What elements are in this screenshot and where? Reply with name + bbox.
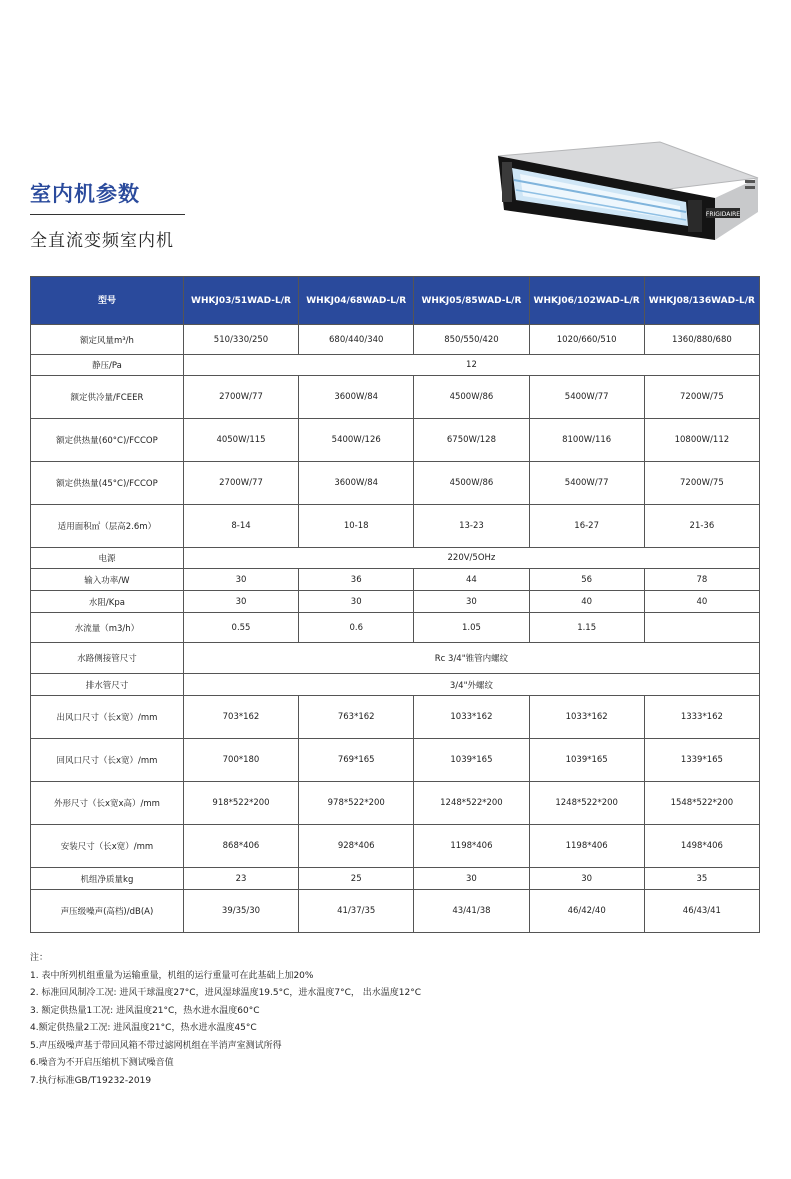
table-cell: 1033*162 [529, 696, 644, 739]
table-cell: 1248*522*200 [414, 782, 529, 825]
table-cell: 56 [529, 569, 644, 591]
table-cell: 1033*162 [414, 696, 529, 739]
table-cell: 2700W/77 [183, 462, 298, 505]
row-label: 额定供冷量/FCEER [31, 376, 184, 419]
note-item: 2. 标准回风制冷工况: 进风干球温度27°C，进风湿球温度19.5°C，进水温度7°C， 出水温度12°C [30, 988, 422, 998]
table-cell: 1.15 [529, 613, 644, 643]
table-cell: 1248*522*200 [529, 782, 644, 825]
table-cell: 769*165 [299, 739, 414, 782]
table-row [31, 355, 760, 376]
row-label: 水阻/Kpa [31, 591, 184, 613]
table-cell: 1039*165 [529, 739, 644, 782]
table-cell-merged: Rc 3/4"锥管内螺纹 [183, 643, 759, 674]
spec-table [30, 276, 760, 933]
note-item: 4.额定供热量2工况: 进风温度21°C，热水进水温度45°C [30, 1023, 257, 1033]
table-cell: 8100W/116 [529, 419, 644, 462]
table-cell: 8-14 [183, 505, 298, 548]
table-row [31, 890, 760, 933]
header-model: WHKJ04/68WAD-L/R [299, 277, 414, 325]
table-cell: 6750W/128 [414, 419, 529, 462]
table-row [31, 376, 760, 419]
table-cell: 1020/660/510 [529, 325, 644, 355]
table-cell-merged: 220V/5OHz [183, 548, 759, 569]
title-divider [30, 214, 185, 215]
row-label: 排水管尺寸 [31, 674, 184, 696]
row-label: 输入功率/W [31, 569, 184, 591]
table-cell: 36 [299, 569, 414, 591]
table-cell: 35 [644, 868, 759, 890]
row-label: 水流量（m3/h） [31, 613, 184, 643]
table-row [31, 462, 760, 505]
table-cell: 30 [414, 591, 529, 613]
table-cell: 78 [644, 569, 759, 591]
table-cell: 7200W/75 [644, 376, 759, 419]
header-model-label: 型号 [31, 277, 184, 325]
table-cell: 16-27 [529, 505, 644, 548]
table-cell: 46/42/40 [529, 890, 644, 933]
table-cell: 850/550/420 [414, 325, 529, 355]
table-cell: 4500W/86 [414, 462, 529, 505]
table-cell: 868*406 [183, 825, 298, 868]
table-row [31, 739, 760, 782]
row-label: 机组净质量kg [31, 868, 184, 890]
table-cell: 41/37/35 [299, 890, 414, 933]
row-label: 回风口尺寸（长x宽）/mm [31, 739, 184, 782]
note-item: 5.声压级噪声基于带回风箱不带过滤网机组在半消声室测试所得 [30, 1040, 282, 1051]
table-cell: 40 [529, 591, 644, 613]
notes [30, 950, 421, 1090]
row-label: 电源 [31, 548, 184, 569]
table-cell [644, 613, 759, 643]
row-label: 水路侧接管尺寸 [31, 643, 184, 674]
table-cell: 2700W/77 [183, 376, 298, 419]
table-cell: 5400W/77 [529, 462, 644, 505]
table-cell: 918*522*200 [183, 782, 298, 825]
table-cell: 3600W/84 [299, 462, 414, 505]
table-row [31, 643, 760, 674]
row-label: 声压级噪声(高档)/dB(A) [31, 890, 184, 933]
table-cell: 978*522*200 [299, 782, 414, 825]
row-label: 额定风量m³/h [31, 325, 184, 355]
table-cell: 0.6 [299, 613, 414, 643]
table-cell: 928*406 [299, 825, 414, 868]
table-row [31, 505, 760, 548]
table-row [31, 569, 760, 591]
table-row [31, 419, 760, 462]
table-cell: 1198*406 [529, 825, 644, 868]
note-item: 6.噪音为不开启压缩机下测试噪音值 [30, 1058, 174, 1068]
table-cell: 1.05 [414, 613, 529, 643]
table-cell: 30 [414, 868, 529, 890]
page-subtitle: 全直流变频室内机 [30, 231, 174, 251]
table-row [31, 782, 760, 825]
notes-heading: 注： [30, 953, 49, 963]
table-cell: 1339*165 [644, 739, 759, 782]
note-item: 1. 表中所列机组重量为运输重量，机组的运行重量可在此基础上加20% [30, 970, 314, 981]
table-row [31, 591, 760, 613]
table-cell: 680/440/340 [299, 325, 414, 355]
header-model: WHKJ03/51WAD-L/R [183, 277, 298, 325]
table-cell-merged: 3/4"外螺纹 [183, 674, 759, 696]
row-label: 外形尺寸（长x宽x高）/mm [31, 782, 184, 825]
table-cell: 23 [183, 868, 298, 890]
table-cell: 46/43/41 [644, 890, 759, 933]
table-row [31, 868, 760, 890]
table-row [31, 696, 760, 739]
header-model: WHKJ05/85WAD-L/R [414, 277, 529, 325]
table-cell: 1498*406 [644, 825, 759, 868]
table-row [31, 548, 760, 569]
header-model: WHKJ08/136WAD-L/R [644, 277, 759, 325]
note-item: 7.执行标准GB/T19232-2019 [30, 1075, 152, 1086]
table-cell: 4500W/86 [414, 376, 529, 419]
table-cell-merged: 12 [183, 355, 759, 376]
table-cell: 30 [299, 591, 414, 613]
table-cell: 39/35/30 [183, 890, 298, 933]
table-cell: 13-23 [414, 505, 529, 548]
table-cell: 43/41/38 [414, 890, 529, 933]
table-cell: 763*162 [299, 696, 414, 739]
table-cell: 30 [183, 591, 298, 613]
row-label: 额定供热量(45°C)/FCCOP [31, 462, 184, 505]
table-cell: 5400W/77 [529, 376, 644, 419]
row-label: 适用面积㎡（层高2.6m） [31, 505, 184, 548]
table-cell: 40 [644, 591, 759, 613]
table-header-row [31, 277, 760, 325]
row-label: 静压/Pa [31, 355, 184, 376]
table-cell: 1548*522*200 [644, 782, 759, 825]
table-cell: 1360/880/680 [644, 325, 759, 355]
table-cell: 703*162 [183, 696, 298, 739]
table-cell: 10800W/112 [644, 419, 759, 462]
table-cell: 10-18 [299, 505, 414, 548]
table-cell: 4050W/115 [183, 419, 298, 462]
table-row [31, 674, 760, 696]
table-cell: 44 [414, 569, 529, 591]
table-cell: 30 [529, 868, 644, 890]
table-row [31, 825, 760, 868]
page-title: 室内机参数 [30, 182, 140, 206]
row-label: 出风口尺寸（长x宽）/mm [31, 696, 184, 739]
table-cell: 700*180 [183, 739, 298, 782]
table-cell: 21-36 [644, 505, 759, 548]
row-label: 额定供热量(60°C)/FCCOP [31, 419, 184, 462]
table-cell: 3600W/84 [299, 376, 414, 419]
brand-logo: FRIGIDAIRE [705, 211, 741, 218]
header-model: WHKJ06/102WAD-L/R [529, 277, 644, 325]
table-cell: 25 [299, 868, 414, 890]
row-label: 安装尺寸（长x宽）/mm [31, 825, 184, 868]
table-cell: 1333*162 [644, 696, 759, 739]
table-cell: 1039*165 [414, 739, 529, 782]
table-cell: 7200W/75 [644, 462, 759, 505]
table-cell: 1198*406 [414, 825, 529, 868]
table-row [31, 613, 760, 643]
table-cell: 510/330/250 [183, 325, 298, 355]
table-row [31, 325, 760, 355]
table-cell: 5400W/126 [299, 419, 414, 462]
table-cell: 30 [183, 569, 298, 591]
indoor-unit-image [490, 140, 760, 255]
note-item: 3. 额定供热量1工况: 进风温度21°C，热水进水温度60°C [30, 1005, 260, 1016]
table-cell: 0.55 [183, 613, 298, 643]
